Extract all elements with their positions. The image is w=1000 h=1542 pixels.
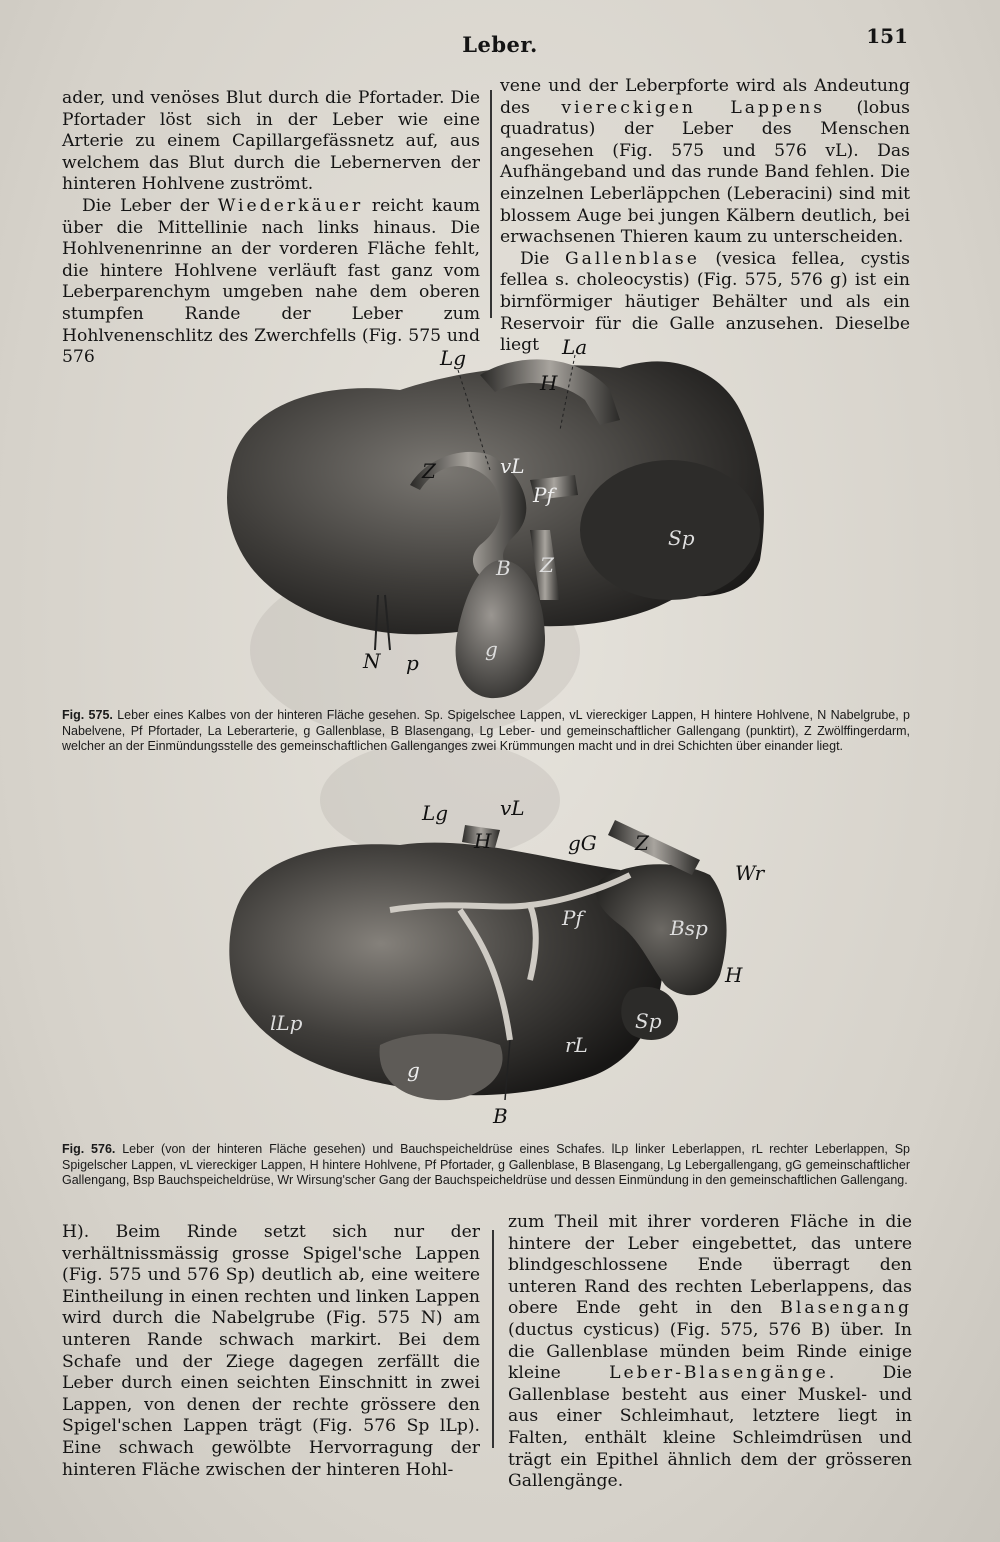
label-vL: vL <box>500 796 525 820</box>
figure-575-caption <box>62 708 910 755</box>
text-run: vene und der Leberpforte wird als Andeutung des <box>500 76 910 118</box>
label-N: N <box>363 649 381 673</box>
label-Z: Z <box>422 459 436 483</box>
text-run: reicht kaum über die Mittellinie nach links hinaus. Die Hohlvenenrinne an der vorderen Fläche fehlt, die hintere Hohlvene verläuft fast ganz vom Leberparenchym umgeben nahe dem oberen stumpfen Rande der Leber zum Hohlvenenschlitz des Zwerchfells (Fig. 575 und 576 <box>62 195 480 368</box>
text-run: (vesica fellea, cystis fellea s. choleocystis) (Fig. 575, 576 g) ist ein birnförmiger häutiger Behälter und als ein Reservoir für die Galle anzusehen. Dieselbe liegt <box>500 248 910 356</box>
text-run: . Die Gallenblase besteht aus einer Muskel- und aus einer Schleimhaut, letztere liegt in Falten, enthält kleine Schleimdrüsen und trägt ein Epithel ähnlich dem der grösseren Gallengänge. <box>508 1363 912 1492</box>
label-g: g <box>407 1058 420 1082</box>
label-La: La <box>562 335 588 359</box>
spaced-term: Leber-Blasengänge <box>609 1363 829 1384</box>
paragraph: ader, und venöses Blut durch die Pfortader. Die Pfortader löst sich in der Leber wie eine Arterie zu einem Capillargefässnetz auf, aus welchem das Blut durch die Lebernerven der hinteren Hohlvene zuströmt. <box>62 88 480 195</box>
label-Pf: Pf <box>533 483 554 507</box>
label-lLp: lLp <box>270 1011 303 1035</box>
bottom-left-column <box>62 1222 480 1481</box>
label-Bsp: Bsp <box>670 916 708 940</box>
label-Pf: Pf <box>562 906 583 930</box>
label-Wr: Wr <box>735 861 765 885</box>
label-g: g <box>485 637 498 661</box>
spaced-term: Wiederkäuer <box>217 195 364 216</box>
caption-text: Leber (von der hinteren Fläche gesehen) und Bauchspeicheldrüse eines Schafes. lLp linker Leberlappen, rL rechter Leberlappen, Sp Spigelscher Lappen, vL viereckiger Lappen, H hintere Hohlvene, Pf Pfortader, g Gallenblase, B Blasengang, Lg Lebergallengang, gG gemeinschaftlicher Gallengang, Bsp Bauchspeicheldrüse, Wr Wirsung'scher Gang der Bauchspeicheldrüse und dessen Einmündung in den gemeinschaftlichen Gallengang. <box>62 1142 910 1187</box>
label-gG: gG <box>568 831 597 855</box>
label-B: B <box>493 1104 508 1128</box>
spaced-term: viereckigen Lappens <box>561 97 826 118</box>
text-run: (lobus quadratus) der Leber des Menschen angesehen (Fig. 575 und 576 vL). Das Aufhängeband und das runde Band fehlen. Die einzelnen Leberläppchen (Leberacini) sind mit blossem Auge bei jungen Kälbern deutlich, bei erwachsenen Thieren kaum zu unterscheiden. <box>500 97 910 248</box>
paragraph: H). Beim Rinde setzt sich nur der verhältnissmässig grosse Spigel'sche Lappen (Fig. 575 und 576 Sp) deutlich ab, eine weitere Eintheilung in einen rechten und linken Lappen wird durch die Nabelgrube (Fig. 575 N) am unteren Rande schwach markirt. Bei dem Schafe und der Ziege dagegen zerfällt die Leber durch einen seichten Einschnitt in zwei Lappen, von denen der rechte grössere den Spigel'schen Lappen trägt (Fig. 576 Sp lLp). Eine schwach gewölbte Hervorragung der hinteren Fläche zwischen der hinteren Hohl- <box>62 1222 480 1480</box>
label-Lg: Lg <box>422 801 449 825</box>
bottom-right-column <box>508 1212 912 1493</box>
label-p: p <box>406 651 419 675</box>
label-Z: Z <box>635 831 649 855</box>
spaced-term: Gallenblase <box>564 248 700 269</box>
label-H: H <box>474 829 492 853</box>
label-Sp: Sp <box>635 1009 662 1033</box>
running-head <box>0 20 1000 60</box>
figure-number: Fig. 575. <box>62 708 113 722</box>
label-Sp: Sp <box>668 526 695 550</box>
column-rule <box>492 1230 494 1448</box>
top-left-column <box>62 88 480 369</box>
label-Z: Z <box>540 553 554 577</box>
text-run: zum Theil mit ihrer vorderen Fläche in die hintere der Leber eingebettet, das untere blindgeschlossene Ende überragt den unteren Rand des rechten Leberlappens, das obere Ende geht in den <box>508 1212 912 1319</box>
figure-number: Fig. 576. <box>62 1142 116 1156</box>
label-H: H <box>725 963 743 987</box>
top-right-column <box>500 76 910 357</box>
label-B: B <box>496 556 511 580</box>
page-number: 151 <box>866 24 908 48</box>
label-Lg: Lg <box>440 346 467 370</box>
label-rL: rL <box>565 1033 588 1057</box>
spaced-term: Blasengang <box>780 1298 912 1319</box>
figure-576-illustration <box>200 790 820 1140</box>
label-H: H <box>540 371 558 395</box>
page-title: Leber. <box>462 32 538 57</box>
caption-text: Leber eines Kalbes von der hinteren Fläche gesehen. Sp. Spigelschee Lappen, vL viereckiger Lappen, H hintere Hohlvene, N Nabelgrube, p Nabelvene, Pf Pfortader, La Leberarterie, g Gallenblase, B Blasengang, Lg Leber- und gemeinschaftlicher Gallengang (punktirt), Z Zwölffingerdarm, welcher an der Einmündungsstelle des gemeinschaftlichen Gallenganges zwei Krümmungen macht und in drei Schichten über einander liegt. <box>62 708 910 753</box>
figure-575-illustration <box>200 330 820 710</box>
text-run: Die <box>520 248 565 269</box>
label-vL: vL <box>500 454 525 478</box>
paragraph <box>500 76 910 249</box>
column-rule <box>490 90 492 318</box>
paragraph <box>508 1212 912 1493</box>
text-run: Die Leber der <box>82 195 218 216</box>
text-run: (ductus cysticus) (Fig. 575, 576 B) über. In die Gallenblase münden beim Rinde einige kleine <box>508 1319 912 1384</box>
figure-576-caption <box>62 1142 910 1189</box>
